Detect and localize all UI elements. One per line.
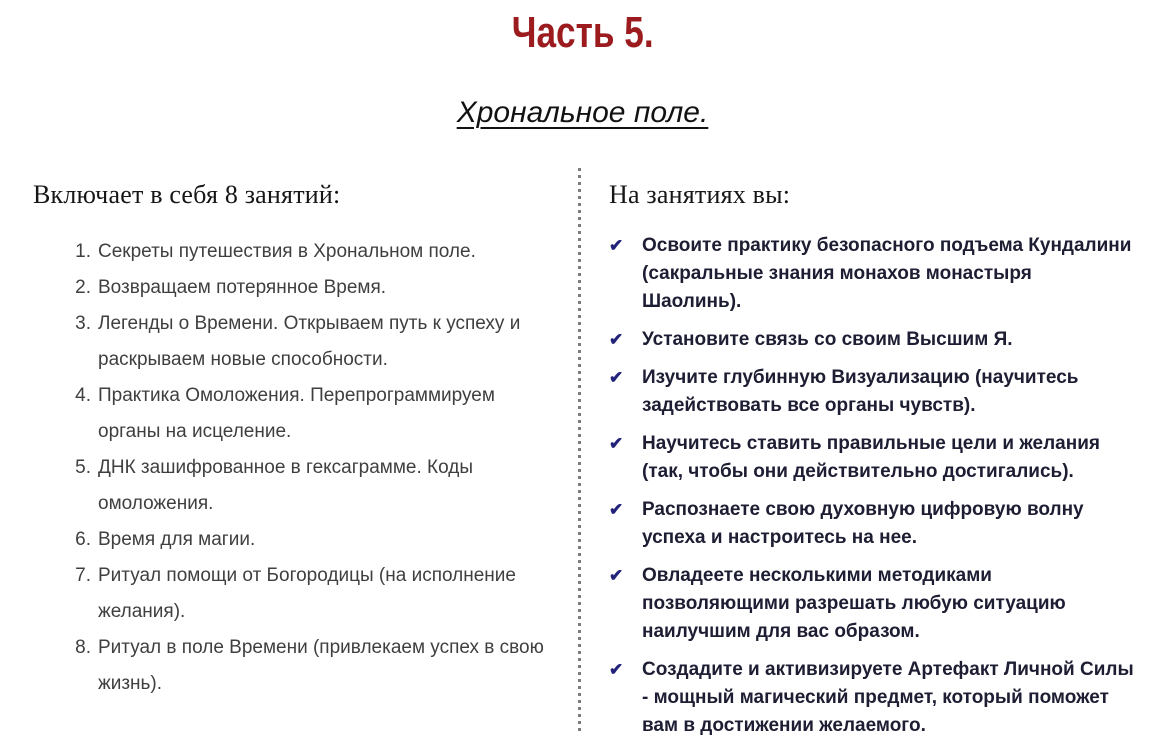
list-item-number: 6. xyxy=(75,529,91,550)
list-item xyxy=(609,326,1135,354)
list-item-text: Установите связь со своим Высшим Я. xyxy=(642,329,1013,350)
list-item-text: Возвращаем потерянное Время. xyxy=(98,277,387,298)
benefits-list xyxy=(609,232,1135,740)
checkmark-icon: ✔ xyxy=(609,566,624,585)
lessons-heading: Включает в себя 8 занятий: xyxy=(33,180,341,209)
list-item-number: 7. xyxy=(75,565,91,586)
list-item xyxy=(609,430,1135,486)
list-item xyxy=(67,558,560,630)
list-item xyxy=(609,232,1135,316)
list-item-number: 2. xyxy=(75,277,91,298)
page-subtitle: Хрональное поле. xyxy=(456,96,709,129)
list-item xyxy=(609,656,1135,740)
list-item-text: Легенды о Времени. Открываем путь к успеху и раскрываем новые способности. xyxy=(98,313,521,370)
list-item-text: Секреты путешествия в Хрональном поле. xyxy=(98,241,476,262)
list-item-number: 1. xyxy=(75,241,91,262)
checkmark-icon: ✔ xyxy=(609,330,624,349)
list-item-number: 3. xyxy=(75,313,91,334)
list-item-text: Время для магии. xyxy=(98,529,256,550)
checkmark-icon: ✔ xyxy=(609,236,624,255)
list-item-text: Ритуал помощи от Богородицы (на исполнение желания). xyxy=(98,565,516,622)
two-column-content xyxy=(0,168,1165,734)
list-item-text: Практика Омоложения. Перепрограммируем органы на исцеление. xyxy=(98,385,495,442)
list-item-text: Ритуал в поле Времени (привлекаем успех в свою жизнь). xyxy=(98,637,544,694)
list-item xyxy=(67,522,560,558)
checkmark-icon: ✔ xyxy=(609,500,624,519)
list-item xyxy=(67,270,560,306)
page-title: Часть 5. xyxy=(511,8,654,57)
benefits-heading: На занятиях вы: xyxy=(609,180,791,209)
list-item-number: 4. xyxy=(75,385,91,406)
lessons-column xyxy=(0,168,578,734)
list-item xyxy=(67,450,560,522)
list-item xyxy=(609,364,1135,420)
lessons-list xyxy=(67,234,560,702)
list-item-text: Создадите и активизируете Артефакт Личной Силы - мощный магический предмет, который поможет вам в достижении желаемого. xyxy=(642,659,1134,736)
checkmark-icon: ✔ xyxy=(609,660,624,679)
list-item xyxy=(67,234,560,270)
list-item xyxy=(67,378,560,450)
checkmark-icon: ✔ xyxy=(609,434,624,453)
list-item xyxy=(67,306,560,378)
list-item-text: Изучите глубинную Визуализацию (научитесь задействовать все органы чувств). xyxy=(642,367,1079,416)
list-item-text: Научитесь ставить правильные цели и желания (так, чтобы они действительно достигались). xyxy=(642,433,1100,482)
list-item xyxy=(609,562,1135,646)
list-item-text: Овладеете несколькими методиками позволяющими разрешать любую ситуацию наилучшим для вас образом. xyxy=(642,565,1066,642)
checkmark-icon: ✔ xyxy=(609,368,624,387)
list-item-number: 8. xyxy=(75,637,91,658)
list-item-text: Освоите практику безопасного подъема Кундалини (сакральные знания монахов монастыря Шаолинь). xyxy=(642,235,1132,312)
list-item xyxy=(67,630,560,702)
list-item-text: Распознаете свою духовную цифровую волну успеха и настроитесь на нее. xyxy=(642,499,1084,548)
list-item xyxy=(609,496,1135,552)
page-header xyxy=(0,0,1165,58)
list-item-text: ДНК зашифрованное в гексаграмме. Коды омоложения. xyxy=(98,457,473,514)
page-subheader xyxy=(0,96,1165,140)
benefits-column xyxy=(581,168,1165,734)
list-item-number: 5. xyxy=(75,457,91,478)
